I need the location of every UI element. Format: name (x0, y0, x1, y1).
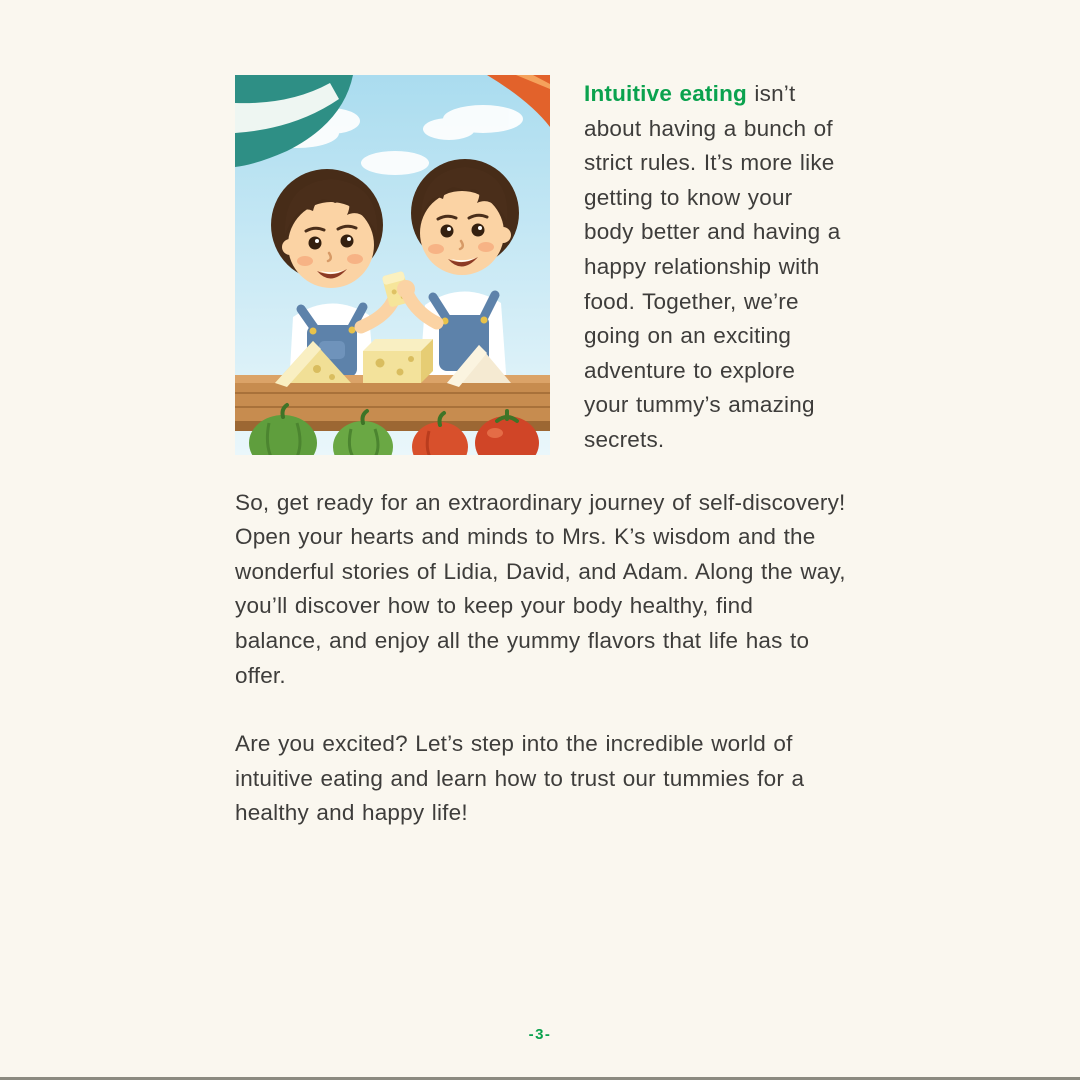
paragraph-journey: So, get ready for an extraordinary journey of self-discovery! Open your hearts and minds to Mrs. K’s wisdom and the wonderful stories of Lidia, David, and Adam. Along the way, you’ll discover how to keep your body healthy, find balance, and enjoy all the yummy flavors that life has to offer. (235, 489, 846, 688)
paragraph-excited: Are you excited? Let’s step into the incredible world of intuitive eating and learn how to trust our tummies for a healthy and happy life! (235, 731, 805, 826)
intro-paragraph (584, 77, 847, 458)
boys-cheese-illustration-svg (235, 75, 550, 455)
page-number: -3- (528, 1026, 552, 1043)
intro-body-text: isn’t about having a bunch of strict rules. It’s more like getting to know your body better and having a happy relationship with food. Together, we’re going on an exciting adventure to explore your tummy’s amazing secrets. (584, 81, 841, 452)
page-content (235, 75, 847, 831)
image-text-row (235, 75, 847, 458)
intro-highlight-text: Intuitive eating (584, 81, 747, 106)
illustration-image (235, 75, 550, 455)
